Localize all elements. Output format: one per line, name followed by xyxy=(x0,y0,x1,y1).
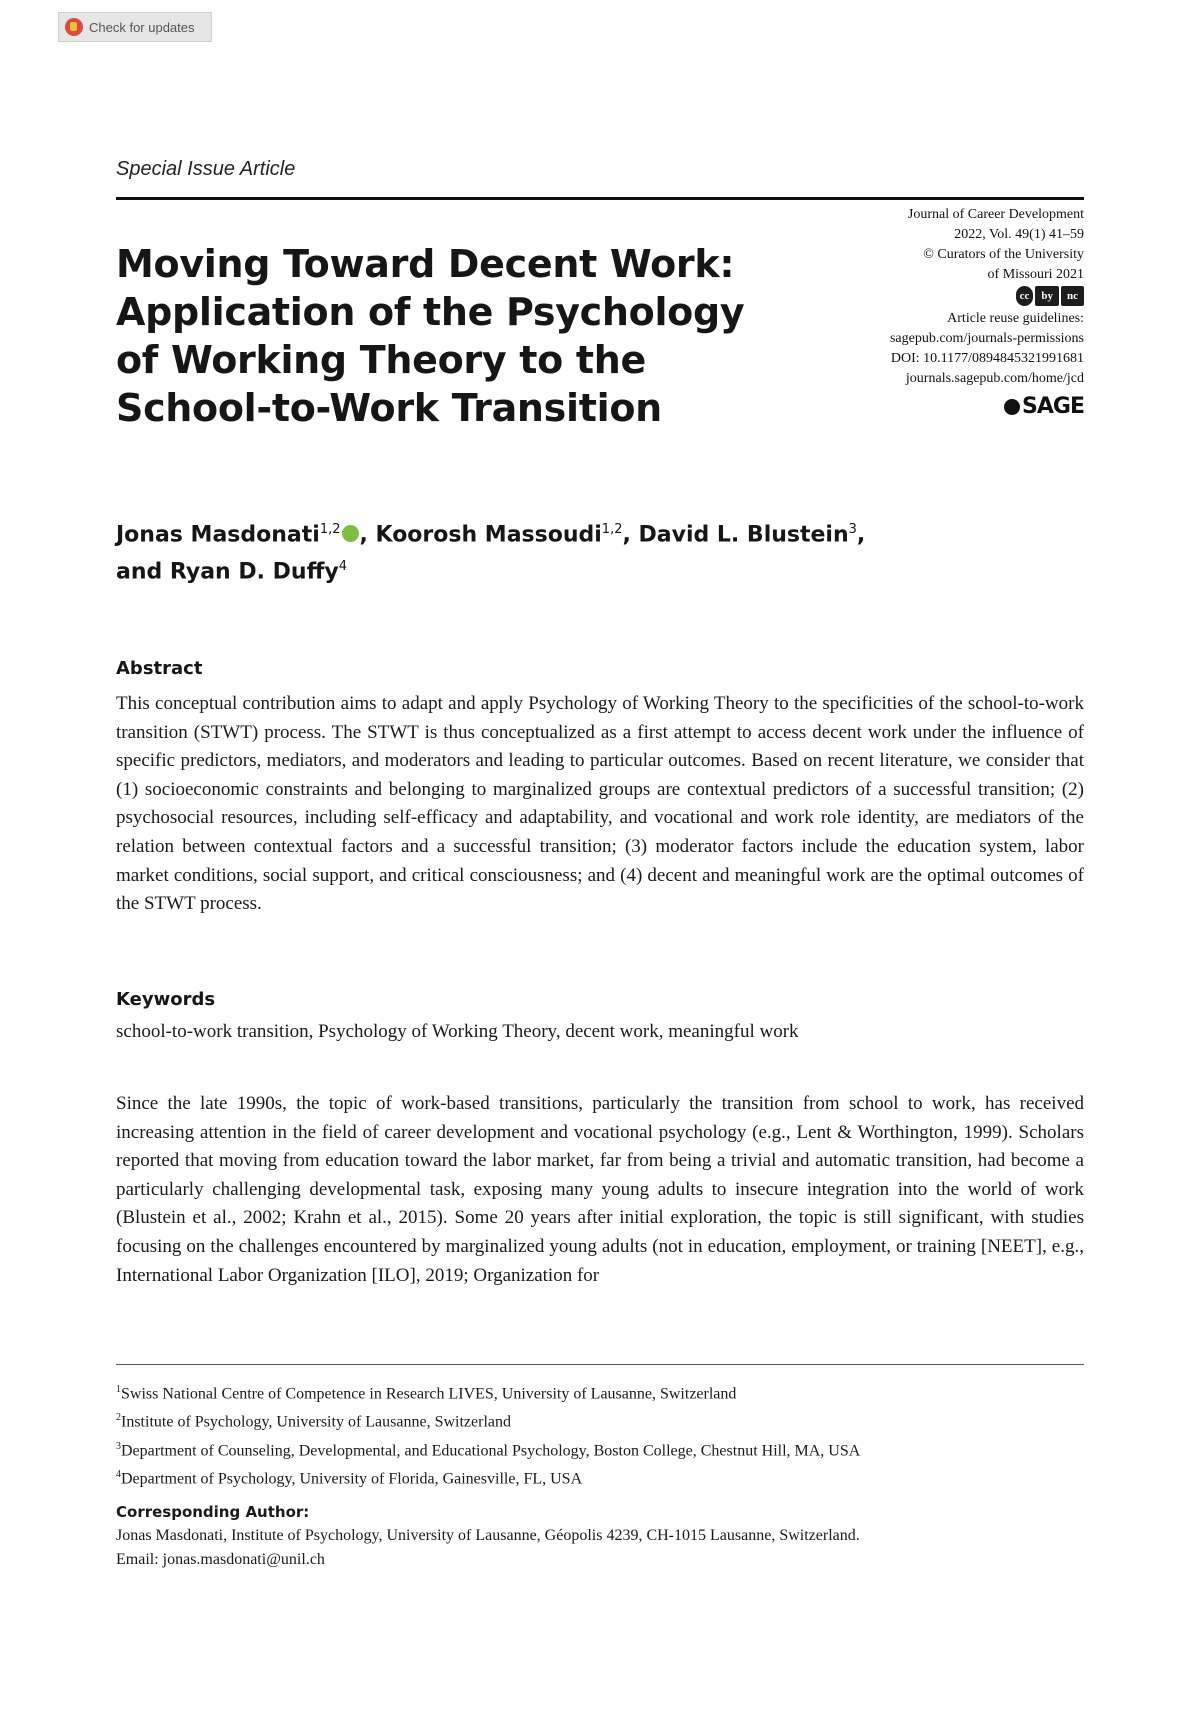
corresponding-address: Jonas Masdonati, Institute of Psychology, University of Lausanne, Géopolis 4239, CH-1015 Lausanne, Switzerland. xyxy=(116,1527,860,1544)
check-for-updates-label: Check for updates xyxy=(89,19,195,35)
journal-name: Journal of Career Development xyxy=(907,207,1084,222)
doi-link[interactable]: DOI: 10.1177/0894845321991681 xyxy=(890,351,1084,366)
affiliation-num: 4 xyxy=(116,1468,121,1480)
author-separator: , xyxy=(856,522,866,548)
affiliation-num: 2 xyxy=(116,1412,121,1424)
author-list xyxy=(116,514,1076,589)
journal-home-link[interactable]: journals.sagepub.com/home/jcd xyxy=(905,371,1084,386)
keywords-heading: Keywords xyxy=(116,989,216,1010)
affiliation-item xyxy=(116,1378,1084,1406)
affiliation-notes xyxy=(116,1378,1084,1491)
affiliation-text: Department of Psychology, University of Florida, Gainesville, FL, USA xyxy=(121,1470,583,1488)
keywords-text: school-to-work transition, Psychology of Working Theory, decent work, meaningful work xyxy=(116,1021,799,1042)
corresponding-author xyxy=(116,1500,1084,1572)
corresponding-label: Corresponding Author: xyxy=(116,1503,310,1521)
cc-icon: cc xyxy=(1016,286,1034,306)
title-line: of Working Theory to the xyxy=(116,338,646,382)
author-name[interactable]: , Koorosh Massoudi xyxy=(359,522,602,548)
affiliation-text: Swiss National Centre of Competence in Research LIVES, University of Lausanne, Switzerland xyxy=(121,1385,737,1403)
affiliation-item xyxy=(116,1435,1084,1463)
journal-info xyxy=(824,205,1084,417)
corresponding-email[interactable]: Email: jonas.masdonati@unil.ch xyxy=(116,1551,325,1568)
affiliation-sup: 3 xyxy=(848,522,857,537)
cc-license-icon[interactable] xyxy=(1016,286,1084,306)
header-rule xyxy=(116,197,1084,200)
crossmark-icon xyxy=(65,18,83,36)
article-title xyxy=(116,240,796,432)
intro-paragraph: Since the late 1990s, the topic of work-based transitions, particularly the transition from school to work, has received increasing attention in the field of career development and vocational psychology (e.g., Lent & Worthington, 1999). Scholars reported that moving from education toward the labor market, far from being a trivial and automatic transition, had become a particularly challenging developmental task, exposing many young adults to insecure integration into the world of work (Blustein et al., 2002; Krahn et al., 2015). Some 20 years after initial exploration, the topic is still significant, with studies focusing on the challenges encountered by marginalized young adults (not in education, employment, or training [NEET], e.g., International Labor Organization [ILO], 2019; Organization for xyxy=(116,1093,1084,1286)
author-name[interactable]: Jonas Masdonati xyxy=(116,522,320,548)
affiliation-num: 3 xyxy=(116,1440,121,1452)
affiliation-text: Institute of Psychology, University of Lausanne, Switzerland xyxy=(121,1413,511,1431)
author-name[interactable]: , David L. Blustein xyxy=(622,522,849,548)
sage-circle-icon xyxy=(1004,399,1020,415)
author-name[interactable]: and Ryan D. Duffy xyxy=(116,559,339,585)
title-line: School-to-Work Transition xyxy=(116,386,662,430)
title-line: Application of the Psychology xyxy=(116,290,745,334)
title-line: Moving Toward Decent Work: xyxy=(116,242,735,286)
journal-volume: 2022, Vol. 49(1) 41–59 xyxy=(954,227,1084,242)
sage-wordmark: SAGE xyxy=(1022,394,1084,419)
section-label: Special Issue Article xyxy=(116,158,296,180)
affiliation-item xyxy=(116,1406,1084,1434)
affiliation-sup: 4 xyxy=(338,559,348,575)
check-for-updates-badge[interactable] xyxy=(58,12,212,42)
abstract-text: This conceptual contribution aims to adapt and apply Psychology of Working Theory to the specificities of the school-to-work transition (STWT) process. The STWT is thus conceptualized as a first attempt to access decent work under the influence of specific predictors, mediators, and moderators and leading to particular outcomes. Based on recent literature, we consider that (1) socioeconomic constraints and belonging to marginalized groups are contextual predictors of a successful transition; (2) psychosocial resources, including self-efficacy and adaptability, and vocational and work role identity, are mediators of the relation between contextual factors and a successful transition; (3) moderator factors include the education system, labor market conditions, social support, and critical consciousness; and (4) decent and meaningful work are the optimal outcomes of the STWT process. xyxy=(116,693,1084,915)
journal-copyright-cont: of Missouri 2021 xyxy=(987,267,1084,282)
affiliation-text: Department of Counseling, Developmental, and Educational Psychology, Boston College, Chestnut Hill, MA, USA xyxy=(121,1441,861,1459)
abstract-heading: Abstract xyxy=(116,658,203,679)
affiliation-num: 1 xyxy=(116,1384,121,1395)
reuse-label: Article reuse guidelines: xyxy=(947,311,1084,326)
affiliation-item xyxy=(116,1463,1084,1491)
sage-logo xyxy=(824,394,1084,419)
orcid-icon[interactable] xyxy=(342,525,359,542)
journal-copyright: © Curators of the University xyxy=(923,247,1084,262)
affiliation-sup: 1,2 xyxy=(319,522,341,537)
by-icon: by xyxy=(1035,286,1059,306)
footnote-rule xyxy=(116,1364,1084,1365)
affiliation-sup: 1,2 xyxy=(601,522,623,537)
nc-icon: nc xyxy=(1061,286,1084,306)
reuse-link[interactable]: sagepub.com/journals-permissions xyxy=(889,331,1084,346)
